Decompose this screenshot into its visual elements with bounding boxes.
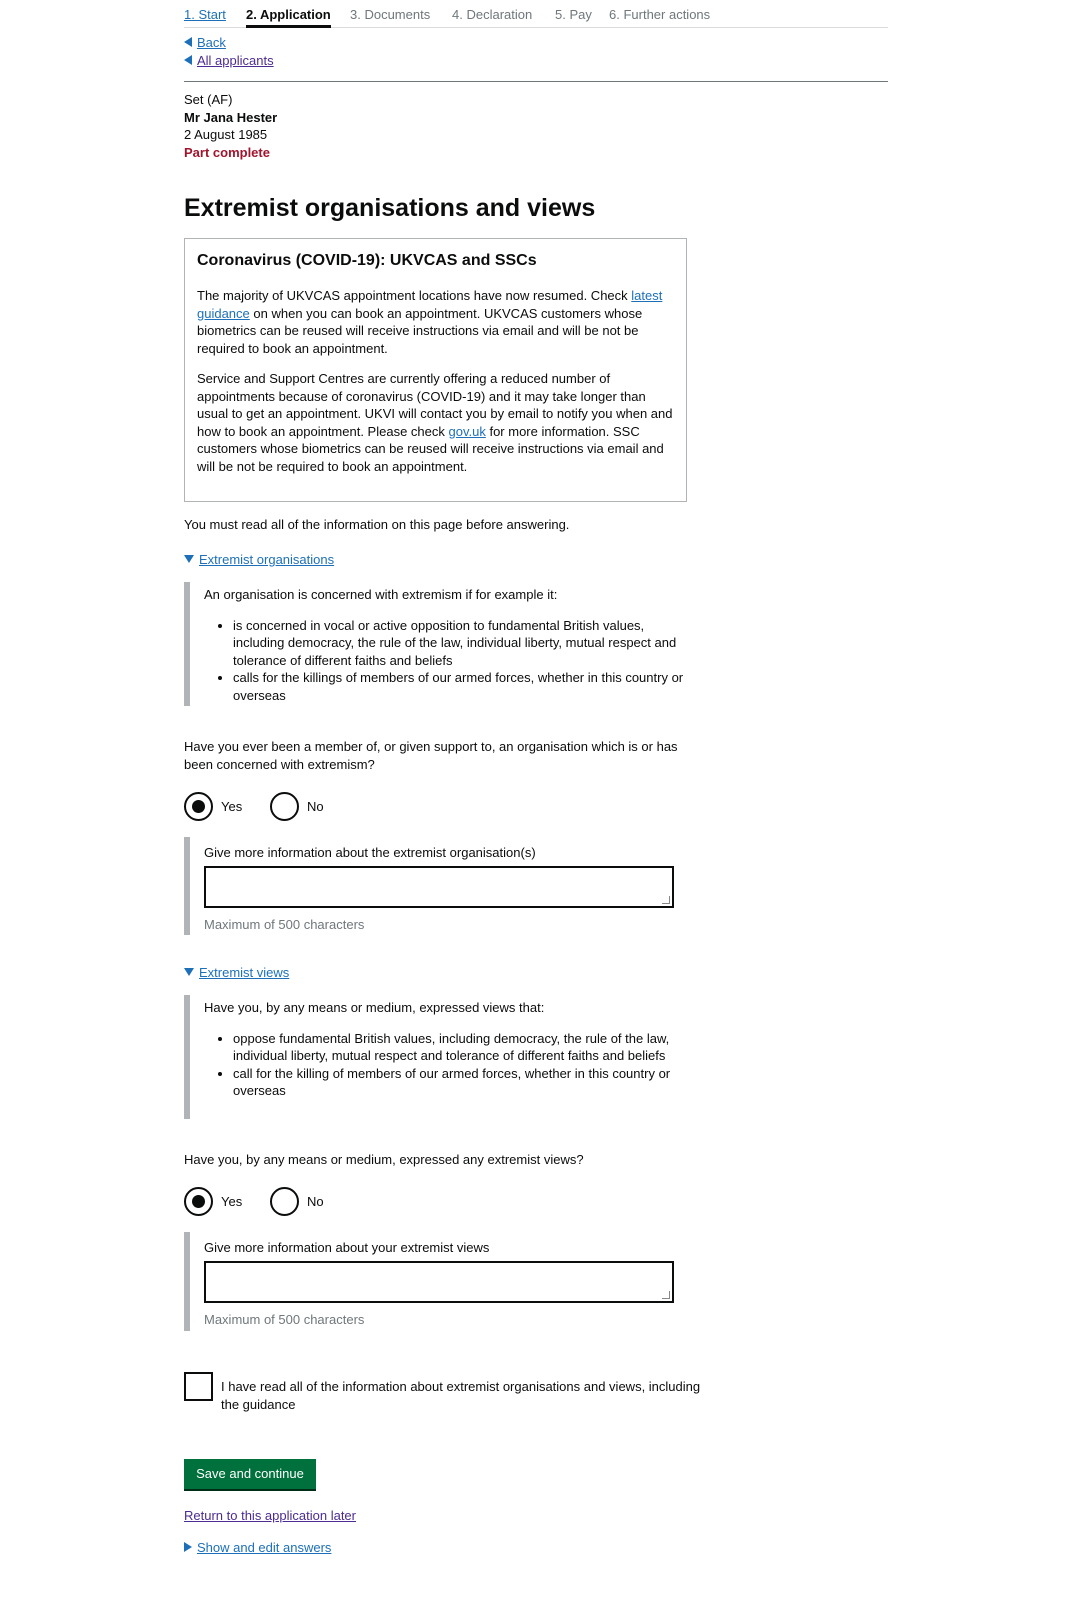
step-application: 2. Application [246, 6, 331, 28]
show-edit-answers-toggle[interactable] [184, 1539, 331, 1557]
applicant-name: Mr Jana Hester [184, 109, 278, 125]
views-details-list [204, 1030, 687, 1100]
notice-text: Service and Support Centres are currently offering a reduced number of appointments because of coronavirus (COVID-19) and it may take longer than usual to get an appointment. UKVI will contact you by email to notify you when and how to book an appointment. Please check [197, 371, 673, 439]
collapsed-triangle-icon [184, 1542, 192, 1552]
step-declaration: 4. Declaration [452, 7, 533, 22]
confirm-read-checkbox-row[interactable] [184, 1372, 704, 1413]
notice-paragraph-2 [197, 370, 674, 475]
radio-unchecked-icon[interactable] [270, 792, 299, 821]
organisations-more-info-textarea[interactable] [204, 866, 674, 908]
organisations-details-toggle[interactable] [184, 551, 334, 569]
radio-label: Yes [221, 1193, 243, 1209]
organisations-details-intro: An organisation is concerned with extremism if for example it: [204, 587, 558, 602]
list-item: • call for the killing of members of our armed forces, whether in this country or overseas [233, 1065, 687, 1100]
all-applicants-row [184, 52, 274, 70]
list-item: • oppose fundamental British values, including democracy, the rule of the law, individual liberty, mutual respect and tolerance of different faiths and beliefs [233, 1030, 687, 1065]
organisations-yes-radio[interactable] [184, 792, 242, 821]
notice-text: The majority of UKVCAS appointment locations have now resumed. Check [197, 288, 632, 303]
divider [184, 81, 888, 82]
status-badge: Part complete [184, 144, 270, 160]
views-details-body [184, 995, 687, 1119]
notice-paragraph-1 [197, 287, 674, 357]
character-limit-hint: Maximum of 500 characters [204, 916, 365, 932]
notice-text: on when you can book an appointment. UKVCAS customers whose biometrics can be reused will receive instructions via email and will be not be required to book an appointment. [197, 305, 643, 356]
views-no-radio[interactable] [270, 1187, 324, 1216]
page-title: Extremist organisations and views [184, 194, 596, 222]
show-edit-answers-link[interactable]: Show and edit answers [197, 1540, 332, 1555]
intro-text: You must read all of the information on this page before answering. [184, 517, 570, 532]
gov-uk-link[interactable]: gov.uk [448, 423, 486, 439]
views-details-summary[interactable]: Extremist views [199, 965, 290, 980]
step-further-actions: 6. Further actions [609, 7, 711, 22]
organisations-no-radio[interactable] [270, 792, 324, 821]
organisations-more-info-label: Give more information about the extremist organisation(s) [204, 845, 536, 860]
notice-text: for more information. SSC customers whose biometrics can be reused will receive instructions via email and will be not be required to book an appointment. [197, 423, 664, 474]
applicant-dob: 2 August 1985 [184, 127, 268, 142]
return-later-link[interactable]: Return to this application later [184, 1508, 356, 1523]
organisations-details-body [184, 582, 687, 706]
views-yes-radio[interactable] [184, 1187, 242, 1216]
views-radios [184, 1187, 384, 1217]
organisations-details-list [204, 617, 687, 705]
views-conditional [184, 1232, 687, 1331]
radio-unchecked-icon[interactable] [270, 1187, 299, 1216]
list-item: • is concerned in vocal or active opposition to fundamental British values, including democracy, the rule of the law, individual liberty, mutual respect and tolerance of different faiths and beliefs [233, 617, 687, 670]
applicant-reference: Set (AF) [184, 92, 233, 107]
organisations-details-summary[interactable]: Extremist organisations [199, 552, 335, 567]
back-link-row [184, 34, 226, 52]
character-limit-hint: Maximum of 500 characters [204, 1311, 365, 1327]
step-documents: 3. Documents [350, 7, 431, 22]
radio-label: No [307, 1193, 324, 1209]
organisations-question: Have you ever been a member of, or given support to, an organisation which is or has been concerned with extremism? [184, 739, 678, 772]
covid-notice [184, 238, 687, 502]
notice-title: Coronavirus (COVID-19): UKVCAS and SSCs [197, 252, 537, 269]
step-pay: 5. Pay [555, 7, 592, 22]
back-arrow-icon [184, 55, 192, 65]
organisations-conditional [184, 837, 687, 935]
back-arrow-icon [184, 37, 192, 47]
expanded-triangle-icon [184, 968, 194, 976]
radio-checked-icon[interactable] [184, 1187, 213, 1216]
step-start[interactable]: 1. Start [184, 7, 226, 22]
save-and-continue-button[interactable]: Save and continue [184, 1459, 316, 1489]
confirm-read-checkbox[interactable] [184, 1372, 213, 1401]
radio-label: No [307, 798, 324, 814]
list-item: • calls for the killings of members of our armed forces, whether in this country or overseas [233, 669, 687, 704]
views-more-info-textarea[interactable] [204, 1261, 674, 1303]
applicant-summary [184, 91, 277, 161]
views-question: Have you, by any means or medium, expressed any extremist views? [184, 1152, 584, 1167]
expanded-triangle-icon [184, 555, 194, 563]
radio-label: Yes [221, 798, 243, 814]
latest-guidance-link[interactable]: latest guidance [197, 288, 663, 321]
radio-checked-icon[interactable] [184, 792, 213, 821]
back-link[interactable]: Back [197, 35, 226, 50]
views-details-toggle[interactable] [184, 964, 289, 982]
confirm-read-label: I have read all of the information about extremist organisations and views, including the guidance [221, 1379, 701, 1412]
organisations-radios [184, 792, 384, 822]
all-applicants-link[interactable]: All applicants [197, 53, 274, 68]
views-details-intro: Have you, by any means or medium, expressed views that: [204, 1000, 545, 1015]
step-navigation [184, 6, 888, 28]
views-more-info-label: Give more information about your extremist views [204, 1240, 490, 1255]
